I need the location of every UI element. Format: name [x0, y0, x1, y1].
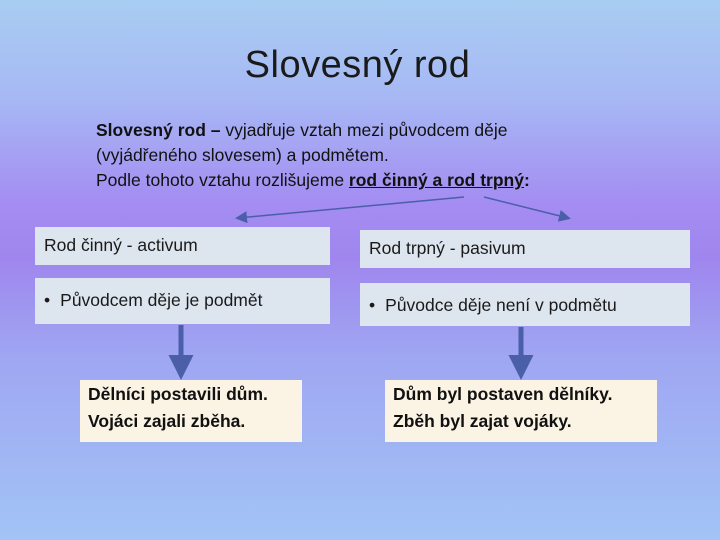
passive-voice-point: [369, 295, 617, 316]
arrow-to-passive: [484, 197, 568, 218]
intro-line-3-underlined: rod činný a rod trpný: [348, 170, 524, 190]
term-definition: vyjadřuje vztah mezi původcem děje: [225, 120, 508, 140]
arrow-to-active: [238, 197, 464, 218]
intro-line-3-end: :: [523, 170, 530, 190]
active-voice-point: [44, 290, 262, 311]
bullet-marker: •: [369, 295, 376, 315]
active-voice-heading: Rod činný - activum: [44, 235, 198, 255]
active-voice-point-box: [35, 278, 330, 324]
term-label: Slovesný rod –: [96, 120, 221, 140]
passive-voice-heading: Rod trpný - pasivum: [369, 238, 526, 258]
example-line: Zběh byl zajat vojáky.: [393, 411, 572, 431]
intro-line-2: (vyjádřeného slovesem) a podmětem.: [96, 145, 389, 165]
active-voice-heading-box: [35, 227, 330, 265]
passive-voice-heading-box: [360, 230, 690, 268]
example-line: Dům byl postaven dělníky.: [393, 384, 613, 404]
example-line: Vojáci zajali zběha.: [88, 411, 246, 431]
intro-line-3-start: Podle tohoto vztahu rozlišujeme: [96, 170, 349, 190]
example-line: Dělníci postavili dům.: [88, 384, 268, 404]
bullet-marker: •: [44, 290, 51, 310]
passive-voice-point-text: Původce děje není v podmětu: [385, 295, 617, 315]
active-voice-examples: [80, 380, 302, 442]
slide-title: Slovesný rod: [244, 44, 471, 86]
active-voice-point-text: Původcem děje je podmět: [60, 290, 263, 310]
passive-voice-examples: [385, 380, 657, 442]
passive-voice-point-box: [360, 283, 690, 326]
